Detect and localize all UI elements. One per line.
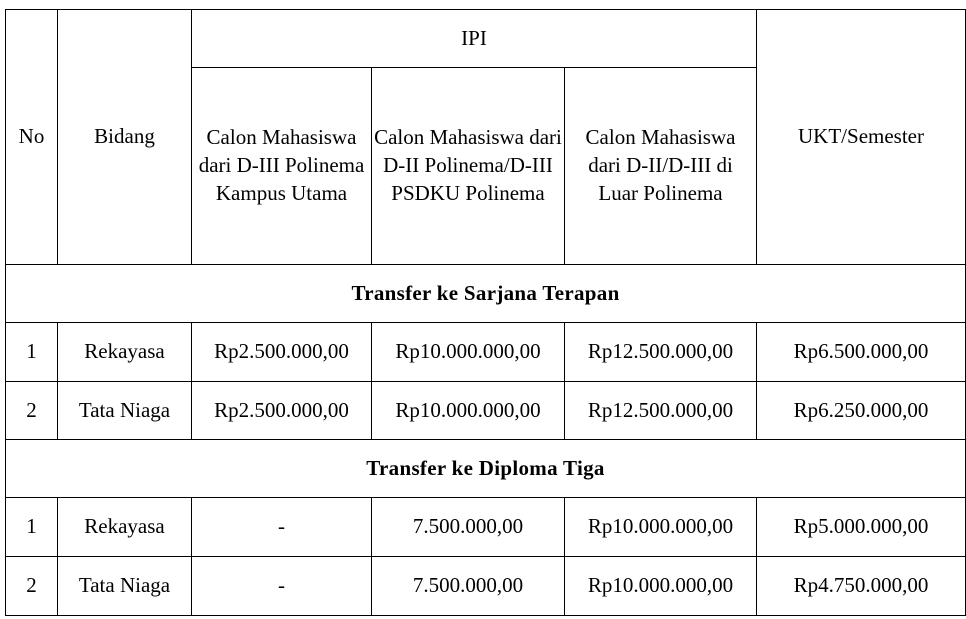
row-ipi-1: - <box>192 498 372 557</box>
row-no: 2 <box>6 382 58 440</box>
row-ukt: Rp6.500.000,00 <box>757 323 966 382</box>
row-ipi-1: - <box>192 557 372 616</box>
row-ukt: Rp4.750.000,00 <box>757 557 966 616</box>
section-title-diploma-tiga: Transfer ke Diploma Tiga <box>6 440 966 498</box>
header-ipi-luar-polinema: Calon Mahasiswa dari D-II/D-III di Luar Polinema <box>565 68 757 265</box>
header-bidang: Bidang <box>58 10 192 265</box>
row-ipi-2: 7.500.000,00 <box>372 498 565 557</box>
row-no: 1 <box>6 498 58 557</box>
header-no: No <box>6 10 58 265</box>
row-ipi-3: Rp10.000.000,00 <box>565 498 757 557</box>
fee-table <box>5 9 966 616</box>
row-bidang: Tata Niaga <box>58 557 192 616</box>
row-bidang: Tata Niaga <box>58 382 192 440</box>
row-ipi-2: Rp10.000.000,00 <box>372 323 565 382</box>
row-bidang: Rekayasa <box>58 323 192 382</box>
table-row <box>6 498 966 557</box>
header-ukt: UKT/Semester <box>757 10 966 265</box>
row-ipi-3: Rp10.000.000,00 <box>565 557 757 616</box>
row-ipi-2: 7.500.000,00 <box>372 557 565 616</box>
header-ipi-polinema-psdku: Calon Mahasiswa dari D-II Polinema/D-III PSDKU Polinema <box>372 68 565 265</box>
table-row <box>6 557 966 616</box>
header-ipi: IPI <box>192 10 757 68</box>
row-ipi-3: Rp12.500.000,00 <box>565 382 757 440</box>
table-row <box>6 382 966 440</box>
row-ipi-1: Rp2.500.000,00 <box>192 323 372 382</box>
row-ipi-1: Rp2.500.000,00 <box>192 382 372 440</box>
table-row <box>6 323 966 382</box>
row-ukt: Rp5.000.000,00 <box>757 498 966 557</box>
row-ipi-3: Rp12.500.000,00 <box>565 323 757 382</box>
row-no: 1 <box>6 323 58 382</box>
header-ipi-polinema-kampus-utama: Calon Mahasiswa dari D-III Polinema Kampus Utama <box>192 68 372 265</box>
row-ipi-2: Rp10.000.000,00 <box>372 382 565 440</box>
row-no: 2 <box>6 557 58 616</box>
section-title-sarjana-terapan: Transfer ke Sarjana Terapan <box>6 265 966 323</box>
row-bidang: Rekayasa <box>58 498 192 557</box>
row-ukt: Rp6.250.000,00 <box>757 382 966 440</box>
